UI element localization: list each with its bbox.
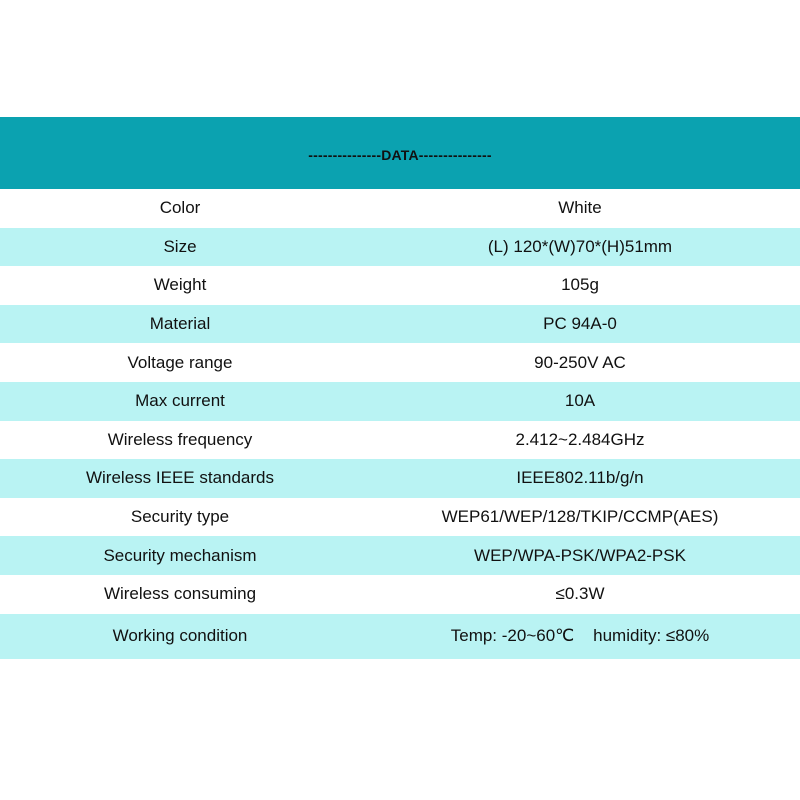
table-row	[0, 382, 800, 421]
row-value: WEP/WPA-PSK/WPA2-PSK	[474, 545, 686, 565]
row-label: Weight	[153, 275, 207, 295]
row-label: Security mechanism	[103, 545, 257, 565]
header-band	[0, 117, 800, 189]
row-value: White	[558, 198, 602, 218]
row-value: IEEE802.11b/g/n	[516, 468, 644, 488]
row-value: ≤0.3W	[555, 584, 605, 604]
table-row	[0, 498, 800, 537]
row-value: PC 94A-0	[543, 314, 617, 334]
table-row	[0, 421, 800, 460]
table-row	[0, 305, 800, 344]
row-label: Voltage range	[127, 352, 233, 372]
row-value: 90-250V AC	[534, 352, 626, 372]
row-value: Temp: -20~60℃ humidity: ≤80%	[450, 626, 710, 646]
row-label: Wireless frequency	[107, 429, 253, 449]
table-row	[0, 575, 800, 614]
row-label: Working condition	[112, 626, 248, 646]
table-row	[0, 536, 800, 575]
table-row	[0, 266, 800, 305]
row-value: (L) 120*(W)70*(H)51mm	[487, 236, 673, 256]
header-title: ---------------DATA---------------	[308, 147, 492, 163]
row-value: 2.412~2.484GHz	[515, 429, 645, 449]
row-label: Max current	[135, 391, 225, 411]
row-value: WEP61/WEP/128/TKIP/CCMP(AES)	[441, 507, 719, 527]
row-label: Wireless consuming	[103, 584, 257, 604]
row-label: Size	[163, 236, 197, 256]
row-label: Wireless IEEE standards	[85, 468, 274, 488]
row-value: 105g	[561, 275, 599, 295]
table-row	[0, 459, 800, 498]
spec-table	[0, 189, 800, 659]
row-label: Material	[149, 314, 211, 334]
row-label: Color	[159, 198, 201, 218]
row-label: Security type	[130, 507, 230, 527]
table-row	[0, 189, 800, 228]
spec-sheet	[0, 117, 800, 659]
table-row	[0, 228, 800, 267]
table-row	[0, 614, 800, 659]
row-value: 10A	[564, 391, 596, 411]
table-row	[0, 343, 800, 382]
